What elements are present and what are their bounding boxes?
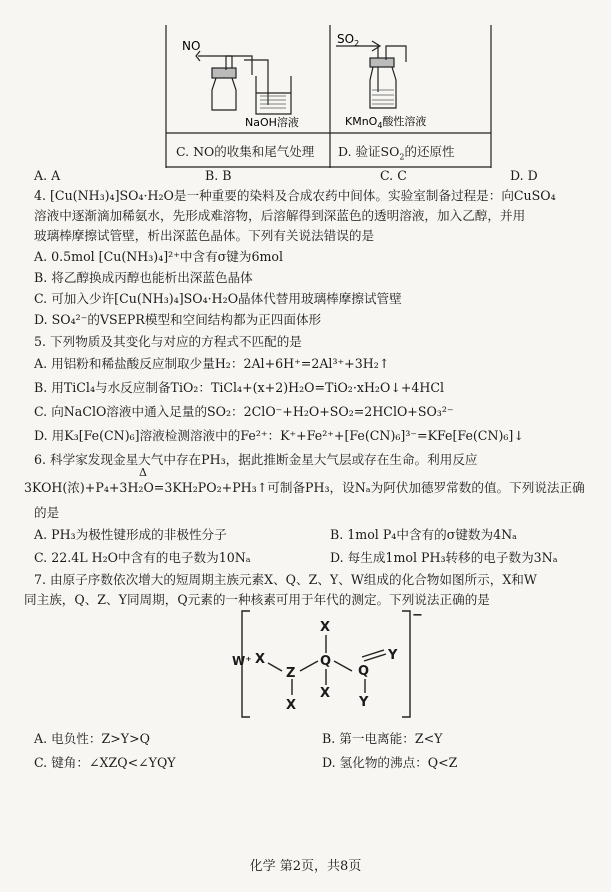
atom-y-double: Y (388, 648, 398, 663)
cation-w: W⁺ (232, 654, 252, 668)
anion-charge: − (412, 608, 423, 623)
q4-stem-line3: 玻璃棒摩擦试管壁，析出深蓝色晶体。下列有关说法错误的是 (34, 228, 375, 243)
q5-stem: 5. 下列物质及其变化与对应的方程式不匹配的是 (34, 334, 302, 349)
q7-option-b[interactable]: B. 第一电离能：Z<Y (322, 731, 443, 746)
page-footer: 化学 第2页，共8页 (249, 859, 362, 874)
atom-q-center: Q (320, 654, 332, 669)
atom-x-top: X (320, 620, 331, 635)
q3-option-b[interactable]: B. B (205, 168, 232, 183)
q5-option-c[interactable]: C. 向NaClO溶液中通入足量的SO₂：2ClO⁻+H₂O+SO₂=2HClO+SO₃²⁻ (34, 404, 454, 419)
atom-z: Z (286, 666, 296, 681)
q4-stem-line1: 4. [Cu(NH₃)₄]SO₄·H₂O是一种重要的染料及合成农药中间体。实验室制备过程是：向CuSO₄ (34, 188, 556, 203)
q6-stem-line3: 的是 (34, 505, 60, 520)
atom-x-bottom-z: X (286, 698, 297, 713)
q5-option-a[interactable]: A. 用铝粉和稀盐酸反应制取少量H₂：2Al+6H⁺=2Al³⁺+3H₂↑ (34, 356, 390, 371)
q3-option-c[interactable]: C. C (380, 168, 407, 183)
q6-option-c[interactable]: C. 22.4L H₂O中含有的电子数为10Nₐ (34, 550, 251, 565)
q7-stem-line1: 7. 由原子序数依次增大的短周期主族元素X、Q、Z、Y、W组成的化合物如图所示，X和W (34, 572, 537, 587)
q5-option-b[interactable]: B. 用TiCl₄与水反应制备TiO₂：TiCl₄+(x+2)H₂O=TiO₂·xH₂O↓+4HCl (34, 380, 445, 395)
atom-x-left: X (255, 652, 266, 667)
q4-option-c[interactable]: C. 可加入少许[Cu(NH₃)₄]SO₄·H₂O晶体代替用玻璃棒摩擦试管壁 (34, 291, 402, 306)
q7-structure-diagram (0, 605, 611, 725)
naoh-label: NaOH溶液 (245, 116, 299, 129)
q3-option-d[interactable]: D. D (510, 168, 538, 183)
atom-y-single: Y (359, 695, 369, 710)
q3-option-a[interactable]: A. A (34, 168, 61, 183)
q4-stem-line2: 溶液中逐渐滴加稀氨水，先形成难溶物，后溶解得到深蓝色的透明溶液，加入乙醇，并用 (34, 208, 526, 223)
q6-stem-line1: 6. 科学家发现金星大气中存在PH₃，据此推断金星大气层或存在生命。利用反应 (34, 452, 478, 467)
q7-option-d[interactable]: D. 氢化物的沸点：Q<Z (322, 755, 458, 770)
q4-option-b[interactable]: B. 将乙醇换成丙醇也能析出深蓝色晶体 (34, 270, 253, 285)
q6-option-a[interactable]: A. PH₃为极性键形成的非极性分子 (34, 527, 227, 542)
caption-d: D. 验证$SO_2$的还原性 (338, 144, 455, 162)
q5-option-d[interactable]: D. 用K₃[Fe(CN)₆]溶液检测溶液中的Fe²⁺：K⁺+Fe²⁺+[Fe(CN)₆]³⁻=KFe[Fe(CN)₆]↓ (34, 428, 524, 443)
q7-stem-line2: 同主族，Q、Z、Y同周期，Q元素的一种核素可用于年代的测定。下列说法正确的是 (24, 592, 490, 607)
kmno4-label: KMnO$_4$酸性溶液 (345, 115, 427, 130)
q4-option-d[interactable]: D. SO₄²⁻的VSEPR模型和空间结构都为正四面体形 (34, 312, 322, 327)
caption-c: C. NO的收集和尾气处理 (176, 144, 315, 159)
no-gas-label: NO (182, 39, 201, 53)
atom-x-bottom-q: X (320, 686, 331, 701)
so2-gas-label: $SO_2$ (337, 32, 360, 48)
q7-option-c[interactable]: C. 键角：∠XZQ<∠YQY (34, 755, 176, 770)
q7-option-a[interactable]: A. 电负性：Z>Y>Q (34, 731, 150, 746)
q4-option-a[interactable]: A. 0.5mol [Cu(NH₃)₄]²⁺中含有σ键为6mol (34, 249, 284, 264)
q6-option-b[interactable]: B. 1mol P₄中含有的σ键数为4Nₐ (330, 527, 517, 542)
atom-q-right: Q (358, 664, 370, 679)
q6-stem-line2: 3KOH(浓)+P₄+3H₂O=3KH₂PO₂+PH₃↑可制备PH₃，设Nₐ为阿伏加德罗常数的值。下列说法正确 (24, 480, 585, 495)
heat-symbol: Δ (139, 466, 147, 479)
q6-option-d[interactable]: D. 每生成1mol PH₃转移的电子数为3Nₐ (330, 550, 558, 565)
